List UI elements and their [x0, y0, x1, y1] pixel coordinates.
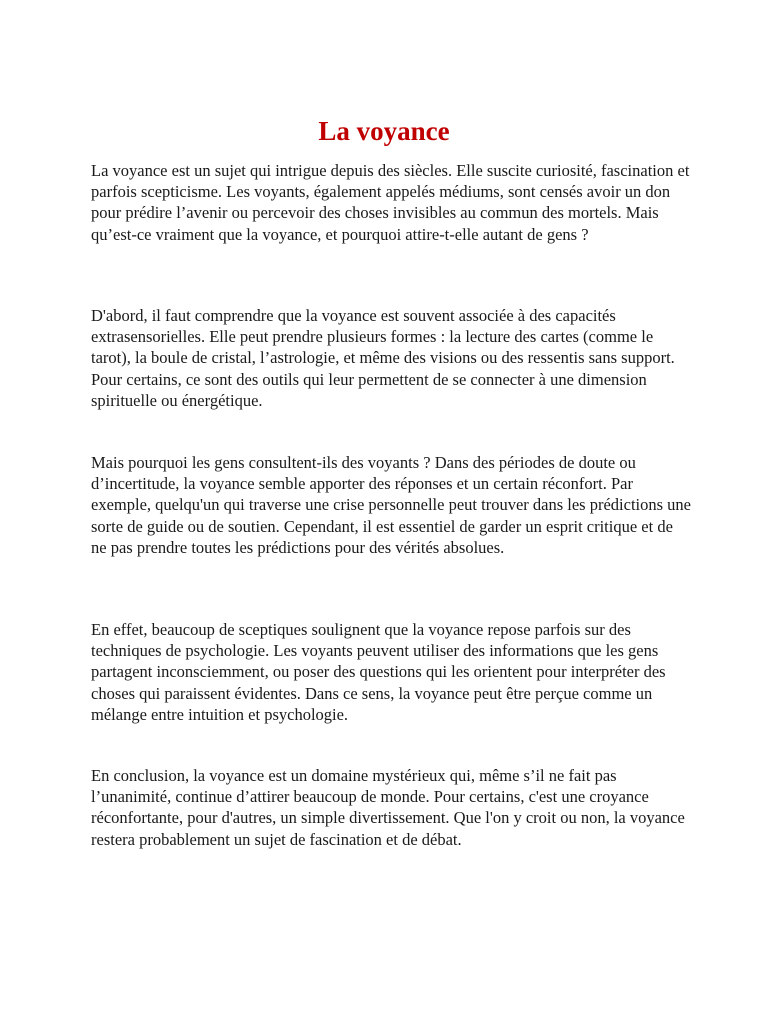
- page-title: La voyance: [318, 116, 450, 146]
- paragraph-5: En conclusion, la voyance est un domaine mystérieux qui, même s’il ne fait pas l’unanimité, continue d’attirer beaucoup de monde. Pour certains, c'est une croyance réconfortante, pour d'autres, un simple divertissement. Que l'on y croit ou non, la voyance restera probablement un sujet de fascination et de débat.: [91, 766, 685, 849]
- paragraph-1: La voyance est un sujet qui intrigue depuis des siècles. Elle suscite curiosité, fascination et parfois scepticisme. Les voyants, également appelés médiums, sont censés avoir un don pour prédire l’avenir ou percevoir des choses invisibles au commun des mortels. Mais qu’est-ce vraiment que la voyance, et pourquoi attire-t-elle autant de gens ?: [91, 161, 690, 244]
- paragraph-4: En effet, beaucoup de sceptiques soulignent que la voyance repose parfois sur des techniques de psychologie. Les voyants peuvent utiliser des informations que les gens partagent inconsciemment, ou poser des questions qui les orientent pour interpréter des choses qui paraissent évidentes. Dans ce sens, la voyance peut être perçue comme un mélange entre intuition et psychologie.: [91, 620, 666, 724]
- paragraph-2: D'abord, il faut comprendre que la voyance est souvent associée à des capacités extrasensorielles. Elle peut prendre plusieurs formes : la lecture des cartes (comme le tarot), la boule de cristal, l’astrologie, et même des visions ou des ressentis sans support. Pour certains, ce sont des outils qui leur permettent de se connecter à une dimension spirituelle ou énergétique.: [91, 306, 675, 410]
- paragraph-3: Mais pourquoi les gens consultent-ils des voyants ? Dans des périodes de doute ou d’incertitude, la voyance semble apporter des réponses et un certain réconfort. Par exemple, quelqu'un qui traverse une crise personnelle peut trouver dans les prédictions une sorte de guide ou de soutien. Cependant, il est essentiel de garder un esprit critique et de ne pas prendre toutes les prédictions pour des vérités absolues.: [91, 453, 691, 557]
